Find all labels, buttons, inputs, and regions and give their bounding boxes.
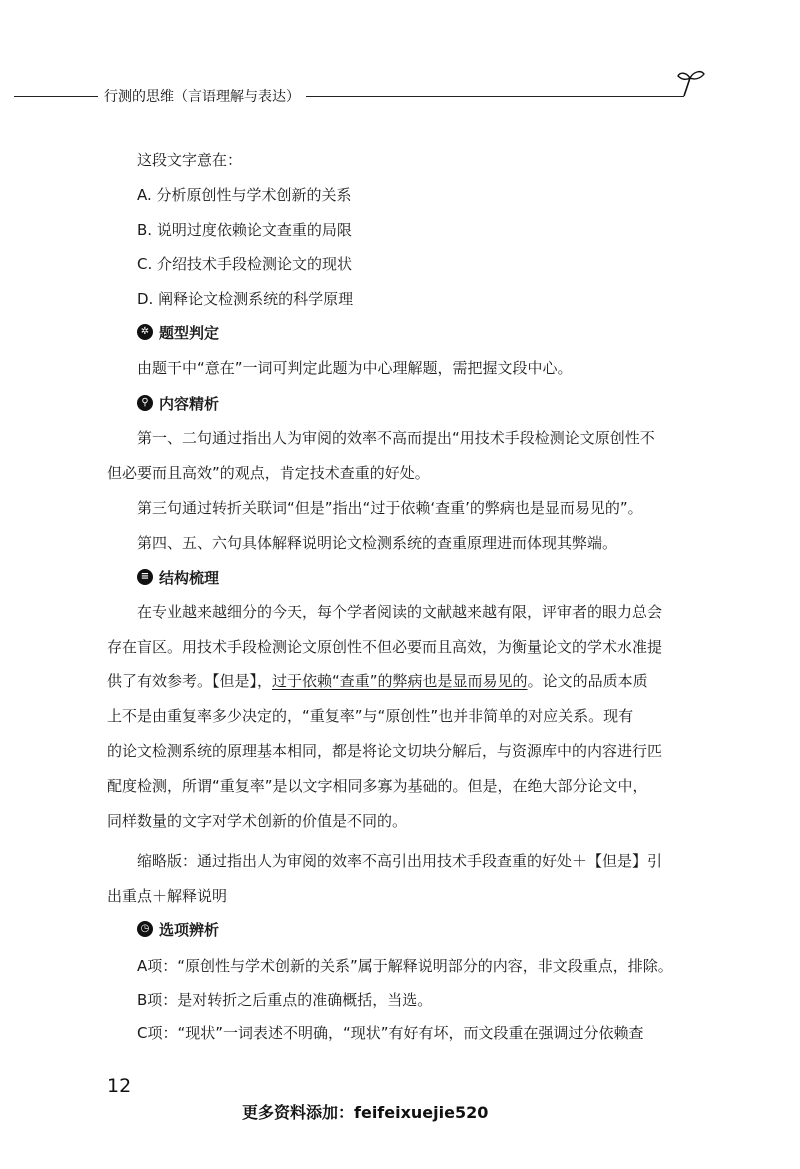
structure-line-3-a: 供了有效参考。【但是】，	[107, 672, 273, 690]
options-line-c: C项：“现状”一词表述不明确，“现状”有好有坏，而文段重在强调过分依赖查	[137, 1024, 644, 1042]
page-number: 12	[107, 1075, 132, 1097]
analysis-line-2: 但必要而且高效”的观点，肯定技术查重的好处。	[107, 464, 430, 482]
structure-line-3-b: 。论文的品质本质	[527, 672, 648, 690]
structure-line-2: 存在盲区。用技术手段检测论文原创性不但必要而且高效，为衡量论文的学术水准提	[107, 638, 663, 656]
section-options-title: 选项辨析	[159, 920, 220, 939]
sprout-icon	[672, 68, 708, 98]
header-rule-right	[306, 96, 684, 97]
gear-icon: ✲	[137, 324, 153, 340]
structure-line-7: 同样数量的文字对学术创新的价值是不同的。	[107, 812, 408, 830]
structure-line-3	[107, 671, 707, 691]
magnifier-icon: ⚲	[137, 395, 153, 411]
footer-note: 更多资料添加：feifeixuejie520	[242, 1103, 489, 1122]
type-text-body: 由题干中“意在”一词可判定此题为中心理解题，需把握文段中心。	[137, 359, 573, 377]
clock-icon: ◷	[137, 921, 153, 937]
structure-icon: ≡	[137, 569, 153, 585]
section-structure-heading	[137, 566, 219, 588]
structure-line-6: 配度检测，所谓“重复率”是以文字相同多寡为基础的。但是，在绝大部分论文中，	[107, 777, 648, 795]
structure-line-1: 在专业越来越细分的今天，每个学者阅读的文献越来越有限，评审者的眼力总会	[137, 603, 663, 621]
structure-line-4: 上不是由重复率多少决定的，“重复率”与“原创性”也并非简单的对应关系。现有	[107, 707, 634, 725]
section-options-heading	[137, 918, 219, 940]
summary-line-2: 出重点＋解释说明	[107, 887, 228, 905]
structure-line-5: 的论文检测系统的原理基本相同，都是将论文切块分解后，与资源库中的内容进行匹	[107, 742, 663, 760]
question-stem: 这段文字意在：	[137, 151, 243, 169]
analysis-line-1: 第一、二句通过指出人为审阅的效率不高而提出“用技术手段检测论文原创性不	[137, 429, 655, 447]
section-analysis-title: 内容精析	[159, 394, 220, 413]
option-b: B. 说明过度依赖论文查重的局限	[137, 221, 352, 239]
summary-line-1: 缩略版：通过指出人为审阅的效率不高引出用技术手段查重的好处＋【但是】引	[137, 852, 663, 870]
structure-key-sentence: 过于依赖“查重”的弊病也是显而易见的	[272, 672, 528, 690]
option-a: A. 分析原创性与学术创新的关系	[137, 186, 352, 204]
section-structure-title: 结构梳理	[159, 568, 220, 587]
header-rule-left	[14, 96, 98, 97]
analysis-line-4: 第四、五、六句具体解释说明论文检测系统的查重原理进而体现其弊端。	[137, 534, 618, 552]
analysis-line-3: 第三句通过转折关联词“但是”指出“过于依赖‘查重’的弊病也是显而易见的”。	[137, 499, 643, 517]
options-line-a: A项：“原创性与学术创新的关系”属于解释说明部分的内容，非文段重点，排除。	[137, 957, 673, 975]
option-d: D. 阐释论文检测系统的科学原理	[137, 290, 354, 308]
options-line-b: B项：是对转折之后重点的准确概括，当选。	[137, 991, 433, 1009]
header-title: 行测的思维（言语理解与表达）	[104, 89, 300, 105]
section-type-text	[107, 358, 707, 378]
section-analysis-heading	[137, 392, 219, 414]
section-type-heading	[137, 321, 219, 343]
option-c: C. 介绍技术手段检测论文的现状	[137, 255, 353, 273]
section-type-title: 题型判定	[159, 323, 220, 342]
